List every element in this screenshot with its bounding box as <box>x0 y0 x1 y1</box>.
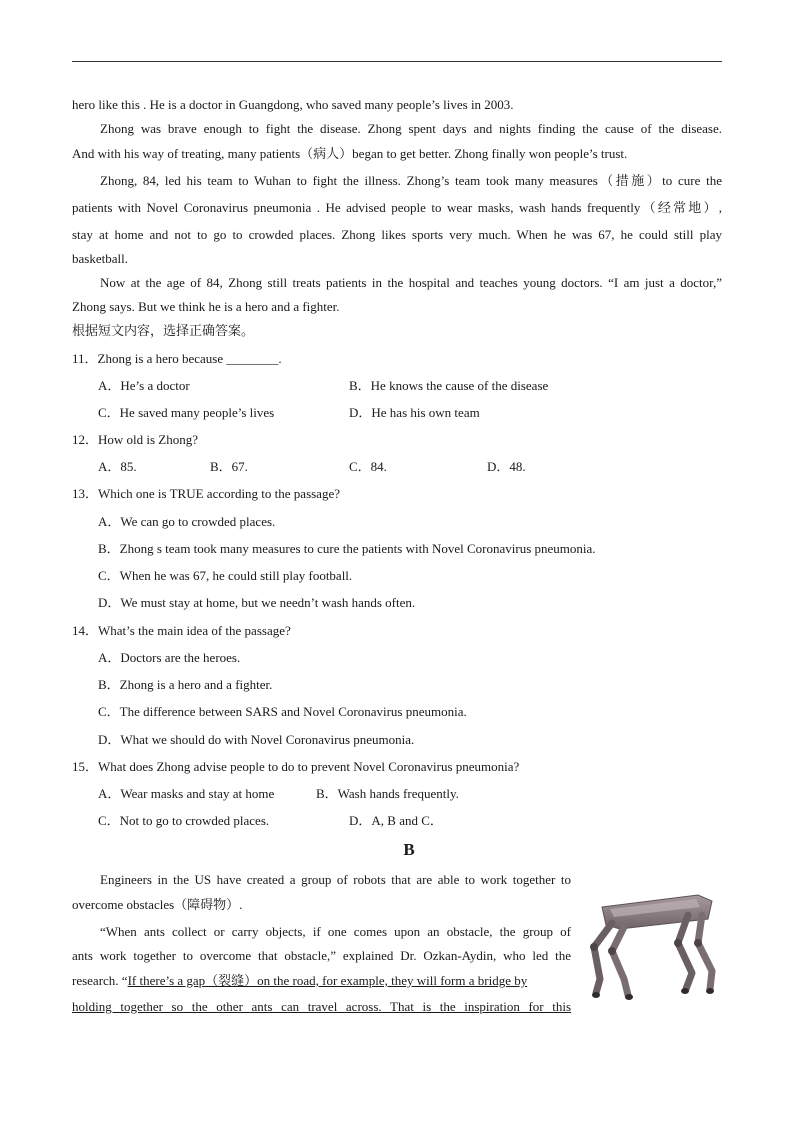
section-heading: B <box>403 840 415 859</box>
question-option: B．He knows the cause of the disease <box>349 378 549 393</box>
question-option: B．Zhong s team took many measures to cure the patients with Novel Coronavirus pneumonia. <box>98 541 596 556</box>
passage-a-line: And with his way of treating, many patients（病人）began to get better. Zhong finally won people’s trust. <box>72 146 628 161</box>
question-option: C．Not to go to crowded places. <box>98 813 270 828</box>
question-stem: 11．Zhong is a hero because ________. <box>72 351 282 366</box>
robot-dog-image <box>580 885 728 1010</box>
passage-a-line: basketball. <box>72 251 128 266</box>
question-option: B．Zhong is a hero and a fighter. <box>98 677 273 692</box>
instruction-text: 根据短文内容，选择正确答案。 <box>72 323 255 338</box>
underlined-sentence: If there’s a gap（裂缝）on the road, for example, they will form a bridge by <box>127 973 528 988</box>
question-option: D．48. <box>487 459 526 474</box>
question-option: C．When he was 67, he could still play football. <box>98 568 353 583</box>
question-option: D．A, B and C． <box>349 813 443 828</box>
question-option: A．We can go to crowded places. <box>98 514 276 529</box>
question-option: A．He’s a doctor <box>98 378 190 393</box>
question-option: B．Wash hands frequently. <box>316 786 459 801</box>
question-option: A．Doctors are the heroes. <box>98 650 241 665</box>
passage-b-line: ants work together to overcome that obstacle,” explained Dr. Ozkan-Aydin, who led the <box>72 948 571 963</box>
question-option: D．He has his own team <box>349 405 480 420</box>
passage-a-line: patients with Novel Coronavirus pneumonia . He advised people to wear masks, wash hands frequently（经常地）, <box>72 200 722 215</box>
underlined-sentence: holding together so the other ants can travel across. That is the inspiration for this <box>72 999 571 1014</box>
question-option: C．84. <box>349 459 387 474</box>
passage-a-line: Zhong was brave enough to fight the disease. Zhong spent days and nights finding the cause of the disease. <box>100 121 722 136</box>
passage-a-line: Now at the age of 84, Zhong still treats patients in the hospital and teaches young doctors. “I am just a doctor,” <box>100 275 722 290</box>
passage-a-line: Zhong says. But we think he is a hero and a fighter. <box>72 299 340 314</box>
passage-a-line: stay at home and not to go to crowded places. Zhong likes sports very much. When he was 67, he could still play <box>72 227 722 242</box>
question-option: A．85. <box>98 459 137 474</box>
question-stem: 13．Which one is TRUE according to the passage? <box>72 486 340 501</box>
passage-b-line: Engineers in the US have created a group of robots that are able to work together to <box>100 872 571 887</box>
question-option: D．We must stay at home, but we needn’t wash hands often. <box>98 595 416 610</box>
passage-b-line: research. “If there’s a gap（裂缝）on the road, for example, they will form a bridge by <box>72 973 528 988</box>
question-option: D．What we should do with Novel Coronavirus pneumonia. <box>98 732 415 747</box>
question-option: C．The difference between SARS and Novel Coronavirus pneumonia. <box>98 704 467 719</box>
question-stem: 12．How old is Zhong? <box>72 432 199 447</box>
passage-a-line: Zhong, 84, led his team to Wuhan to fight the illness. Zhong’s team took many measures（措施）to cure the <box>100 173 722 188</box>
question-option: B．67. <box>210 459 248 474</box>
passage-a-line: hero like this . He is a doctor in Guangdong, who saved many people’s lives in 2003. <box>72 97 514 112</box>
question-option: A．Wear masks and stay at home <box>98 786 275 801</box>
passage-b-line: overcome obstacles（障碍物）. <box>72 897 243 912</box>
question-option: C．He saved many people’s lives <box>98 405 275 420</box>
question-stem: 14．What’s the main idea of the passage? <box>72 623 291 638</box>
question-stem: 15．What does Zhong advise people to do to prevent Novel Coronavirus pneumonia? <box>72 759 520 774</box>
passage-b-line: “When ants collect or carry objects, if one comes upon an obstacle, the group of <box>100 924 571 939</box>
header-rule <box>72 61 722 62</box>
